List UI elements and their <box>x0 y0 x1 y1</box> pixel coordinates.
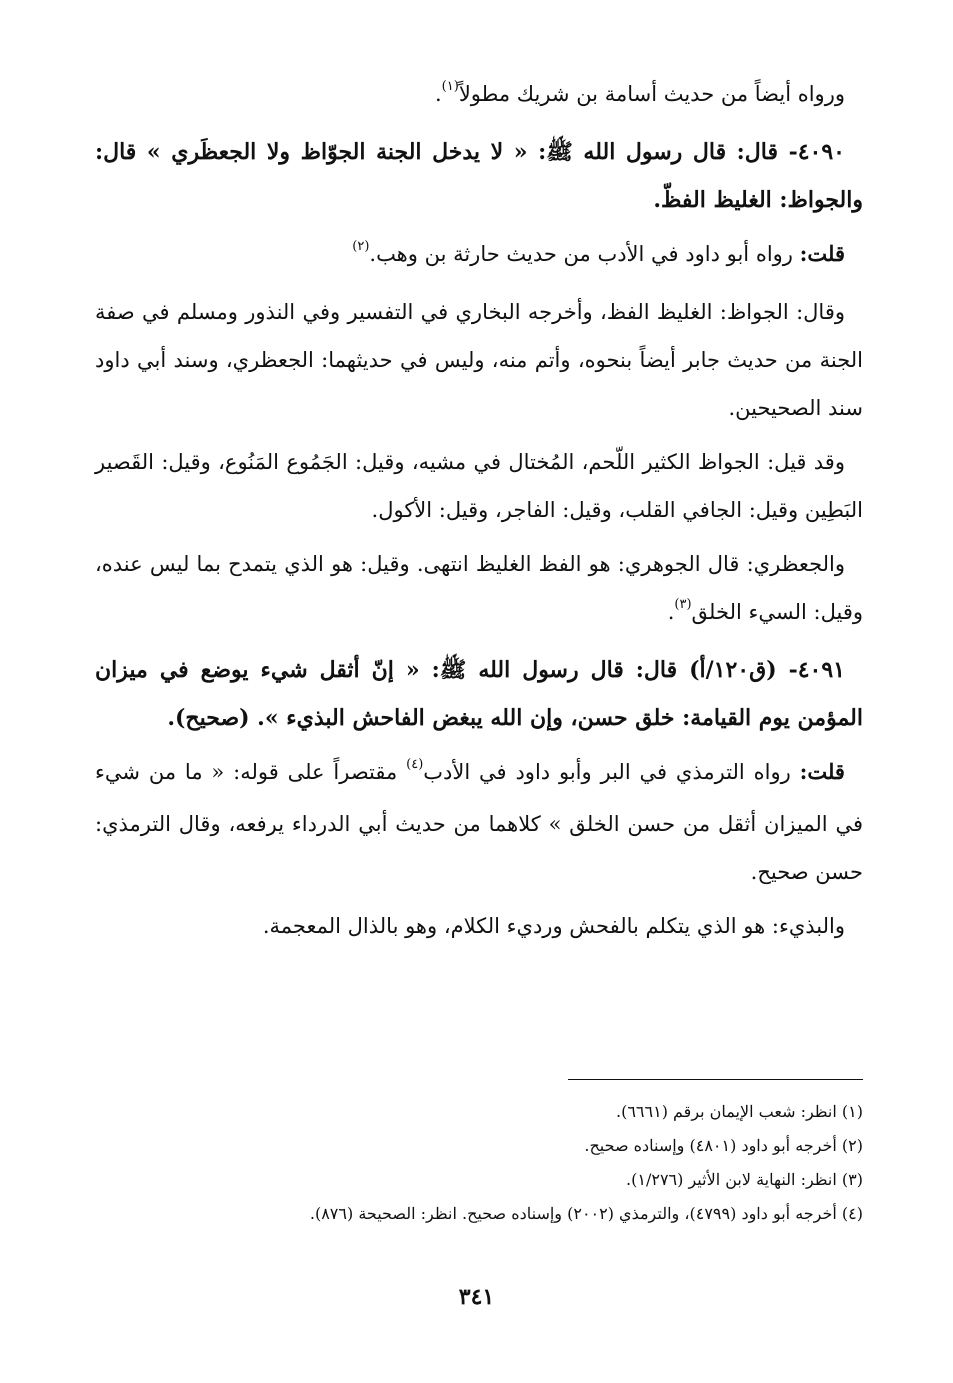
footnote-3: (٣) انظر: النهاية لابن الأثير (١/٢٧٦). <box>626 1170 863 1189</box>
paragraph-3 <box>95 230 863 282</box>
paragraph-text: وقال: الجواظ: الغليظ الفظ، وأخرجه البخاري في التفسير وفي النذور ومسلم في صفة الجنة من حديث جابر أيضاً بنحوه، وأتم منه، وليس في حديثهما: الجعظري، وسند أبي داود سند الصحيحين. <box>95 300 863 420</box>
hadith-4090 <box>95 128 863 224</box>
paragraph-text: والبذيء: هو الذي يتكلم بالفحش ورديء الكلام، وهو بالذال المعجمة. <box>262 914 845 938</box>
paragraph-8 <box>95 748 863 896</box>
paragraph-5 <box>95 438 863 534</box>
paragraph-tail: . <box>667 600 675 624</box>
footnotes <box>95 1095 863 1231</box>
main-text <box>95 70 863 956</box>
footnote-4: (٤) أخرجه أبو داود (٤٧٩٩)، والترمذي (٢٠٠٢) وإسناده صحيح. انظر: الصحيحة (٨٧٦). <box>309 1204 863 1223</box>
paragraph-1 <box>95 70 863 122</box>
paragraph-text: ٤٠٩٠- قال: قال رسول الله ﷺ: « لا يدخل الجنة الجوّاظ ولا الجعظَري » قال: والجواظ: الغليظ الفظّ. <box>95 139 863 213</box>
paragraph-text: رواه الترمذي في البر وأبو داود في الأدب <box>423 760 800 784</box>
paragraph-text: رواه أبو داود في الأدب من حديث حارثة بن وهب. <box>369 242 800 266</box>
footnote-ref-3[interactable]: (٣) <box>674 597 692 612</box>
paragraph-text: والجعظري: قال الجوهري: هو الفظ الغليظ انتهى. وقيل: هو الذي يتمدح بما ليس عنده، وقيل: السيء الخلق <box>95 552 863 624</box>
paragraph-tail: مقتصراً على قوله: « ما من شيء في الميزان أثقل من حسن الخلق » كلاهما من حديث أبي الدرداء يرفعه، وقال الترمذي: حسن صحيح. <box>95 760 863 884</box>
paragraph-9 <box>95 902 863 950</box>
paragraph-lead: قلت: <box>799 759 845 784</box>
paragraph-text: ٤٠٩١- (ق١٢٠/أ) قال: قال رسول الله ﷺ: « إنّ أثقل شيء يوضع في ميزان المؤمن يوم القيامة: خلق حسن، وإن الله يبغض الفاحش البذيء ». (صحيح). <box>95 657 863 731</box>
paragraph-tail: . <box>434 82 442 106</box>
page-number: ٣٤١ <box>458 1284 495 1310</box>
footnote-1: (١) انظر: شعب الإيمان برقم (٦٦٦١). <box>615 1102 863 1121</box>
footnote-divider <box>568 1079 863 1080</box>
paragraph-lead: قلت: <box>799 241 845 266</box>
paragraph-text: ورواه أيضاً من حديث أسامة بن شريك مطولاً <box>458 82 845 106</box>
footnote-ref-1[interactable]: (١) <box>441 79 459 94</box>
footnote-ref-2[interactable]: (٢) <box>352 239 370 254</box>
hadith-4091 <box>95 646 863 742</box>
paragraph-4 <box>95 288 863 432</box>
paragraph-text: وقد قيل: الجواظ الكثير اللّحم، المُختال في مشيه، وقيل: الجَمُوع المَنُوع، وقيل: القَصير البَطِين وقيل: الجافي القلب، وقيل: الفاجر، وقيل: الأكول. <box>95 450 863 522</box>
paragraph-6 <box>95 540 863 640</box>
footnote-2: (٢) أخرجه أبو داود (٤٨٠١) وإسناده صحيح. <box>584 1136 863 1155</box>
footnote-ref-4[interactable]: (٤) <box>406 757 424 772</box>
